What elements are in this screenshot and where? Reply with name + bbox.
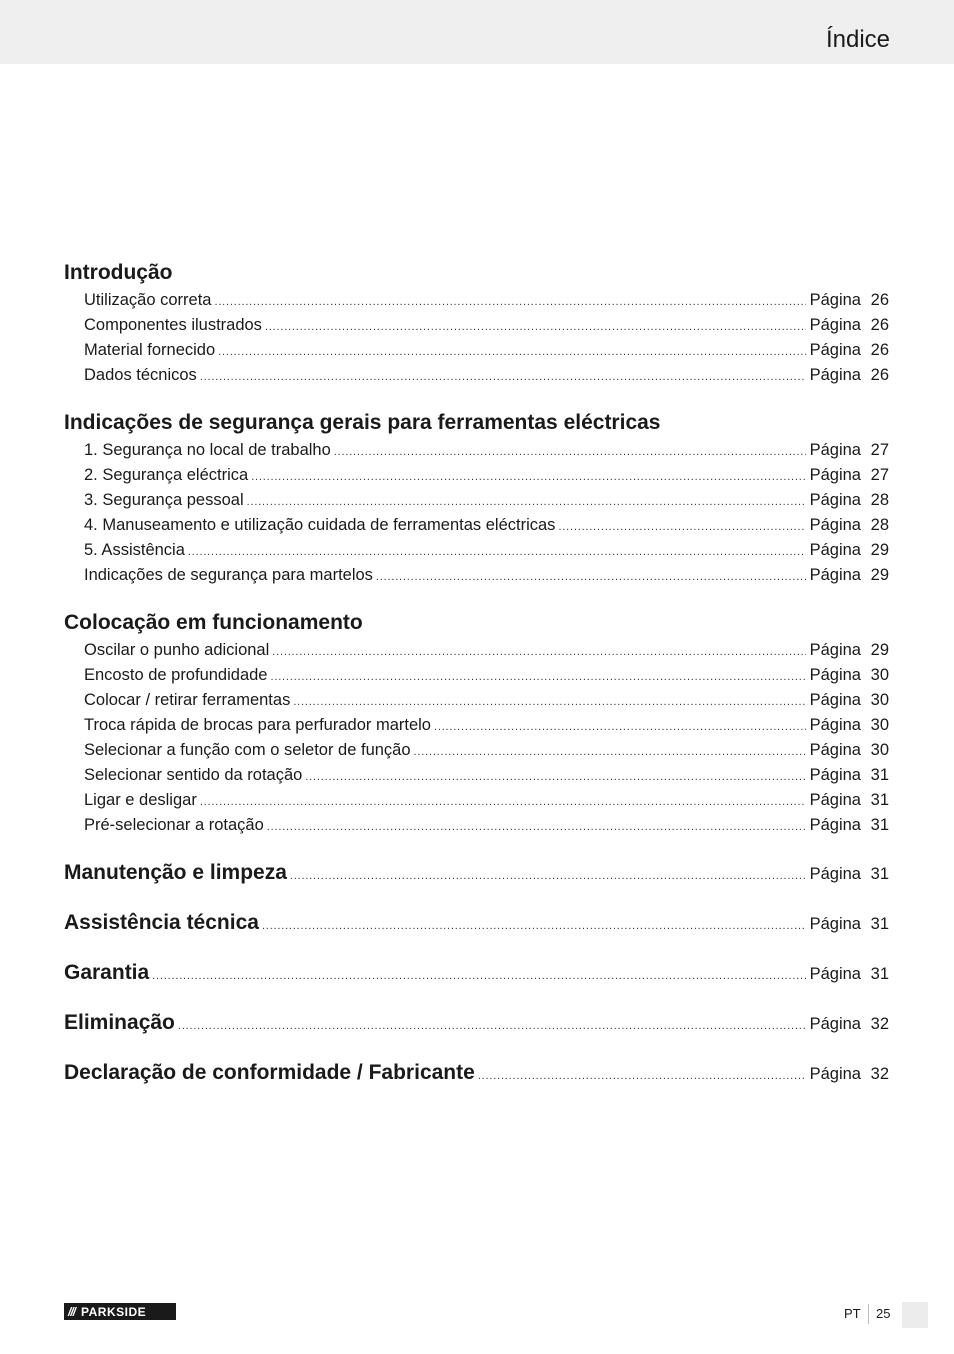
page-label: Página [809, 766, 861, 784]
toc-entry[interactable] [64, 513, 889, 538]
toc-entry[interactable] [64, 313, 889, 338]
toc-entry-title: Componentes ilustrados [84, 316, 262, 334]
toc-entry-title: 1. Segurança no local de trabalho [84, 441, 331, 459]
page-number: 26 [870, 316, 889, 334]
toc-main-entry-maintenance[interactable] [64, 858, 889, 888]
page-label: Página [809, 491, 861, 509]
leader-dots [247, 490, 806, 515]
footer-tab-box [902, 1302, 928, 1328]
leader-dots [188, 540, 806, 565]
toc-entry-title: Selecionar sentido da rotação [84, 766, 303, 784]
toc-entry[interactable] [64, 538, 889, 563]
toc-entry-title: Pré-selecionar a rotação [84, 816, 264, 834]
toc-entry[interactable] [64, 563, 889, 588]
toc-entry-title: Utilização correta [84, 291, 212, 309]
page-number: 30 [870, 666, 889, 684]
toc-main-entry-declaration[interactable] [64, 1058, 889, 1088]
page-number: 29 [870, 566, 889, 584]
toc-entry[interactable] [64, 738, 889, 763]
page-number: 26 [870, 366, 889, 384]
leader-dots [152, 961, 805, 991]
section-heading-safety: Indicações de segurança gerais para ferramentas eléctricas [64, 411, 661, 434]
toc-entry[interactable] [64, 788, 889, 813]
toc-entry[interactable] [64, 288, 889, 313]
page-label: Página [809, 965, 861, 983]
leader-dots [414, 740, 806, 765]
toc-entry[interactable] [64, 463, 889, 488]
toc-entry[interactable] [64, 638, 889, 663]
page-label: Página [809, 741, 861, 759]
page-label: Página [809, 1065, 861, 1083]
toc-main-entry-disposal[interactable] [64, 1008, 889, 1038]
toc-entry-title: Encosto de profundidade [84, 666, 268, 684]
toc-entry-title: Material fornecido [84, 341, 216, 359]
toc-main-entry-title: Assistência técnica [64, 911, 259, 934]
toc-entry-title: Troca rápida de brocas para perfurador martelo [84, 716, 431, 734]
toc-entry[interactable] [64, 663, 889, 688]
page-label: Página [809, 666, 861, 684]
toc-entry-title: Ligar e desligar [84, 791, 197, 809]
leader-dots [265, 315, 806, 340]
section-heading-intro: Introdução [64, 261, 173, 284]
page-number: 31 [870, 865, 889, 883]
page-label: Página [809, 291, 861, 309]
page-label: Página [809, 566, 861, 584]
toc-entry-title: Dados técnicos [84, 366, 197, 384]
page-label: Página [809, 541, 861, 559]
leader-dots [218, 340, 805, 365]
toc-entry[interactable] [64, 488, 889, 513]
page-label: Página [809, 316, 861, 334]
toc-entry[interactable] [64, 338, 889, 363]
page-label: Página [809, 691, 861, 709]
toc-entry[interactable] [64, 713, 889, 738]
toc-entry[interactable] [64, 438, 889, 463]
logo-wordmark: PARKSIDE [81, 1304, 147, 1319]
toc-main-entry-warranty[interactable] [64, 958, 889, 988]
leader-dots [290, 861, 806, 891]
leader-dots [251, 465, 805, 490]
toc-entry-title: 3. Segurança pessoal [84, 491, 244, 509]
page-label: Página [809, 641, 861, 659]
page-number: 30 [870, 741, 889, 759]
page-number: 32 [870, 1015, 889, 1033]
language-code: PT [844, 1306, 861, 1321]
page-label: Página [809, 816, 861, 834]
page-label: Página [809, 366, 861, 384]
leader-dots [270, 665, 805, 690]
page-number: 28 [870, 491, 889, 509]
page-number-footer: 25 [876, 1306, 891, 1321]
toc-entry-title: Colocar / retirar ferramentas [84, 691, 291, 709]
page-number: 30 [870, 691, 889, 709]
leader-dots [376, 565, 806, 590]
page-number: 29 [870, 541, 889, 559]
page-number: 31 [870, 766, 889, 784]
page-number: 31 [870, 915, 889, 933]
page-label: Página [809, 466, 861, 484]
leader-dots [434, 715, 806, 740]
page-number: 26 [870, 291, 889, 309]
page-label: Página [809, 341, 861, 359]
page-label: Página [809, 716, 861, 734]
leader-dots [267, 815, 806, 840]
toc-entry[interactable] [64, 363, 889, 388]
page-label: Página [809, 865, 861, 883]
toc-entry[interactable] [64, 763, 889, 788]
toc-entry[interactable] [64, 688, 889, 713]
page-number: 30 [870, 716, 889, 734]
page-number: 28 [870, 516, 889, 534]
toc-main-entry-service[interactable] [64, 908, 889, 938]
toc-entry-title: Oscilar o punho adicional [84, 641, 270, 659]
leader-dots [200, 790, 806, 815]
toc-main-entry-title: Eliminação [64, 1011, 175, 1034]
page-label: Página [809, 1015, 861, 1033]
leader-dots [262, 911, 806, 941]
leader-dots [334, 440, 806, 465]
toc-entry-title: 4. Manuseamento e utilização cuidada de ferramentas eléctricas [84, 516, 556, 534]
toc-main-entry-title: Garantia [64, 961, 150, 984]
page-title: Índice [825, 26, 890, 53]
logo-slashes: /// [68, 1304, 76, 1319]
header-band [0, 0, 954, 64]
leader-dots [305, 765, 805, 790]
page-label: Página [809, 791, 861, 809]
parkside-logo [64, 1303, 176, 1320]
leader-dots [478, 1061, 806, 1091]
page-number: 29 [870, 641, 889, 659]
page-number: 31 [870, 965, 889, 983]
page-number: 32 [870, 1065, 889, 1083]
leader-dots [293, 690, 805, 715]
page-label: Página [809, 516, 861, 534]
leader-dots [272, 640, 805, 665]
page-number: 27 [870, 441, 889, 459]
leader-dots [558, 515, 805, 540]
toc-entry[interactable] [64, 813, 889, 838]
toc-entry-title: Selecionar a função com o seletor de função [84, 741, 411, 759]
page-label: Página [809, 915, 861, 933]
leader-dots [178, 1011, 806, 1041]
toc-main-entry-title: Manutenção e limpeza [64, 861, 287, 884]
page-number: 31 [870, 791, 889, 809]
page-number: 31 [870, 816, 889, 834]
toc-entry-title: Indicações de segurança para martelos [84, 566, 373, 584]
toc-entry-title: 5. Assistência [84, 541, 185, 559]
page-number: 27 [870, 466, 889, 484]
leader-dots [200, 365, 806, 390]
table-of-contents [64, 258, 889, 1108]
toc-entry-title: 2. Segurança eléctrica [84, 466, 249, 484]
toc-main-entry-title: Declaração de conformidade / Fabricante [64, 1061, 475, 1084]
page-label: Página [809, 441, 861, 459]
leader-dots [214, 290, 805, 315]
footer-divider [868, 1304, 869, 1324]
page-number: 26 [870, 341, 889, 359]
section-heading-startup: Colocação em funcionamento [64, 611, 363, 634]
